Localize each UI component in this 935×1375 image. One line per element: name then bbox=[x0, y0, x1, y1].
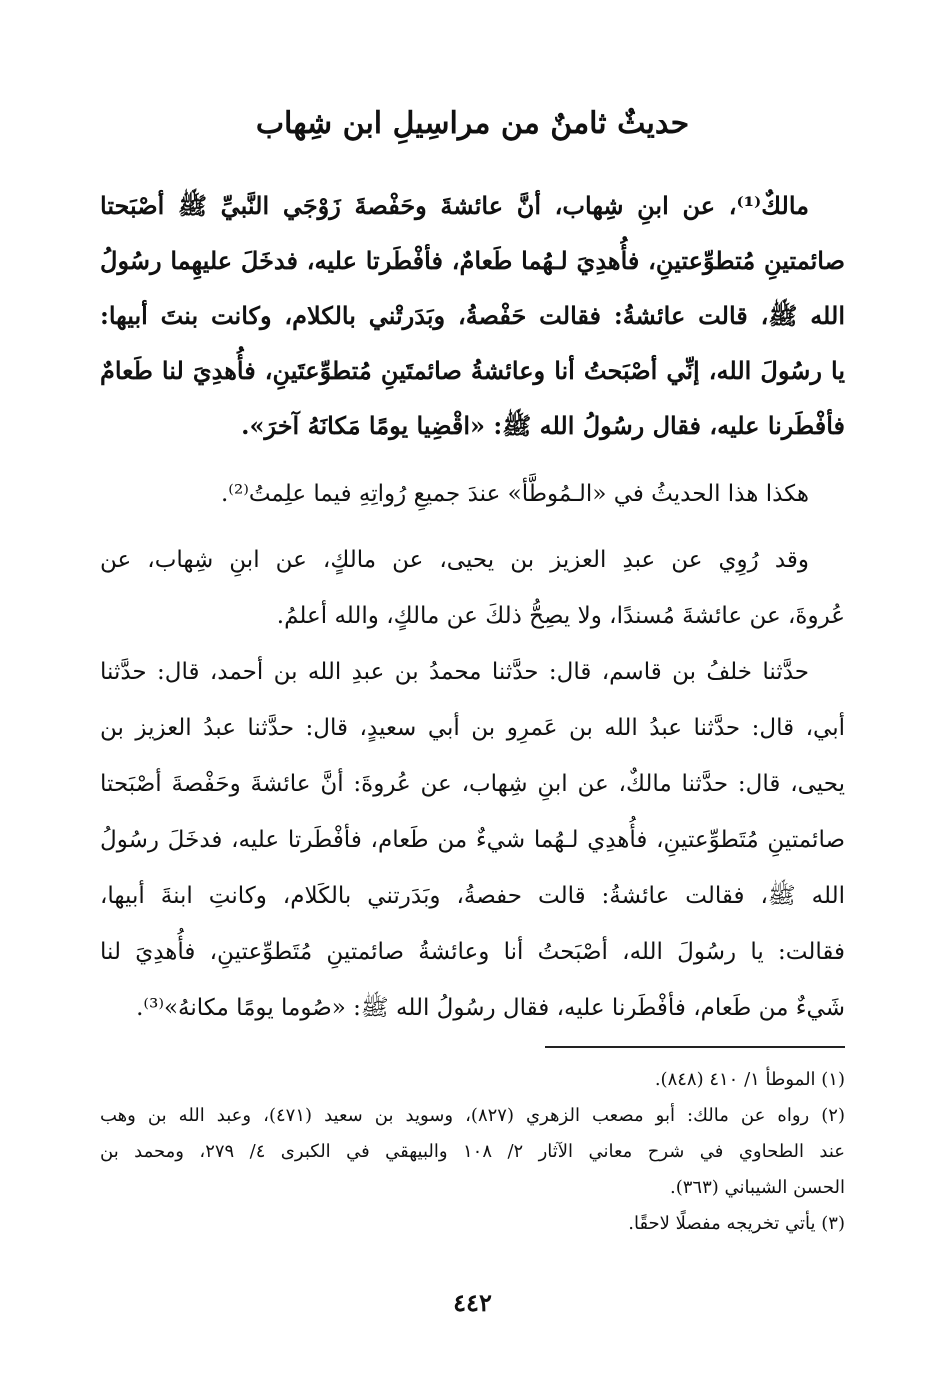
isnad-line-3: يحيى، قال: حدَّثنا مالكٌ، عن ابنِ شِهاب، عن عُروةَ: أنَّ عائشةَ وحَفْصةَ أصْبَحتا bbox=[100, 771, 845, 797]
footnote-2-cont-2: الحسن الشيباني (٣٦٣). bbox=[670, 1177, 845, 1198]
footnote-1: (١) الموطأ ١/ ٤١٠ (٨٤٨). bbox=[654, 1069, 845, 1090]
hadith-line-1: مالكٌ⁽¹⁾، عن ابنِ شِهاب، أنَّ عائشةَ وحَفْصةَ زَوْجَي النَّبيِّ ﷺ أصْبَحتا bbox=[100, 191, 809, 220]
book-page bbox=[100, 0, 845, 1375]
muwatta-line-1: هكذا هذا الحديثُ في «الـمُوطَّأ» عندَ جميعِ رُواتِهِ فيما علِمتُ⁽²⁾. bbox=[220, 481, 809, 507]
isnad-line-2: أبي، قال: حدَّثنا عبدُ الله بن عَمرِو بن أبي سعيدٍ، قال: حدَّثنا عبدُ العزيز بن bbox=[100, 715, 845, 741]
hadith-line-2: صائمتينِ مُتطوِّعتينِ، فأُهدِيَ لـهُما طَعامٌ، فأفْطَرتا عليه، فدخَلَ عليهِما رسُولُ bbox=[100, 246, 845, 275]
chapter-title: حديثٌ ثامنٌ من مراسِيلِ ابن شِهاب bbox=[255, 106, 690, 141]
footnote-separator bbox=[545, 1046, 845, 1048]
hadith-line-4: يا رسُولَ الله، إنِّي أصْبَحتُ أنا وعائشةُ صائمتَينِ مُتطوِّعتَينِ، فأُهدِيَ لنا طَعامٌ bbox=[100, 356, 845, 385]
paragraph-isnad bbox=[100, 644, 845, 1036]
isnad-line-6: فقالت: يا رسُولَ الله، أصْبَحتُ أنا وعائشةُ صائمتينِ مُتَطوِّعتينِ، فأُهدِيَ لنا bbox=[100, 939, 845, 965]
abdulaziz-line-1: وقد رُوِي عن عبدِ العزيز بن يحيى، عن مالكٍ، عن ابنِ شِهاب، عن bbox=[100, 547, 809, 573]
footnote-2-cont-1: عند الطحاوي في شرح معاني الآثار ٢/ ١٠٨ والبيهقي في الكبرى ٤/ ٢٧٩، ومحمد بن bbox=[100, 1141, 845, 1162]
isnad-line-1: حدَّثنا خلفُ بن قاسم، قال: حدَّثنا محمدُ بن عبدِ الله بن أحمد، قال: حدَّثنا bbox=[100, 659, 809, 685]
hadith-line-5: فأفْطَرنا عليه، فقال رسُولُ الله ﷺ: «اقْضِيا يومًا مَكانَهُ آخرَ». bbox=[241, 411, 845, 440]
hadith-text-block bbox=[100, 178, 845, 453]
paragraph-muwatta bbox=[100, 466, 845, 522]
hadith-line-3: الله ﷺ، قالت عائشةُ: فقالت حَفْصةُ، وبَدَرتْني بالكلام، وكانت بنتَ أبيها: bbox=[100, 301, 845, 330]
paragraph-abdulaziz bbox=[100, 532, 845, 644]
isnad-line-4: صائمتينِ مُتَطوِّعتينِ، فأُهدِي لـهُما شيءٌ من طَعام، فأفْطَرتا عليه، فدخَلَ رسُولُ bbox=[100, 827, 846, 853]
abdulaziz-line-2: عُروةَ، عن عائشةَ مُسندًا، ولا يصِحُّ ذلكَ عن مالكٍ، والله أعلمُ. bbox=[276, 603, 845, 629]
isnad-line-7: شَيءٌ من طَعام، فأفْطَرنا عليه، فقال رسُولُ الله ﷺ: «صُوما يومًا مكانهُ»⁽³⁾. bbox=[136, 995, 845, 1021]
page-number: ٤٤٢ bbox=[453, 1288, 492, 1317]
footnote-3: (٣) يأتي تخريجه مفصلًا لاحقًا. bbox=[628, 1213, 845, 1234]
footnote-2: (٢) رواه عن مالك: أبو مصعب الزهري (٨٢٧)، وسويد بن سعيد (٤٧١)، وعبد الله بن وهب bbox=[100, 1105, 845, 1126]
isnad-line-5: الله ﷺ، فقالت عائشةُ: قالت حفصةُ، وبَدَرتني بالكَلام، وكانتِ ابنةَ أبيها، bbox=[100, 883, 845, 909]
footnotes bbox=[100, 1062, 845, 1242]
